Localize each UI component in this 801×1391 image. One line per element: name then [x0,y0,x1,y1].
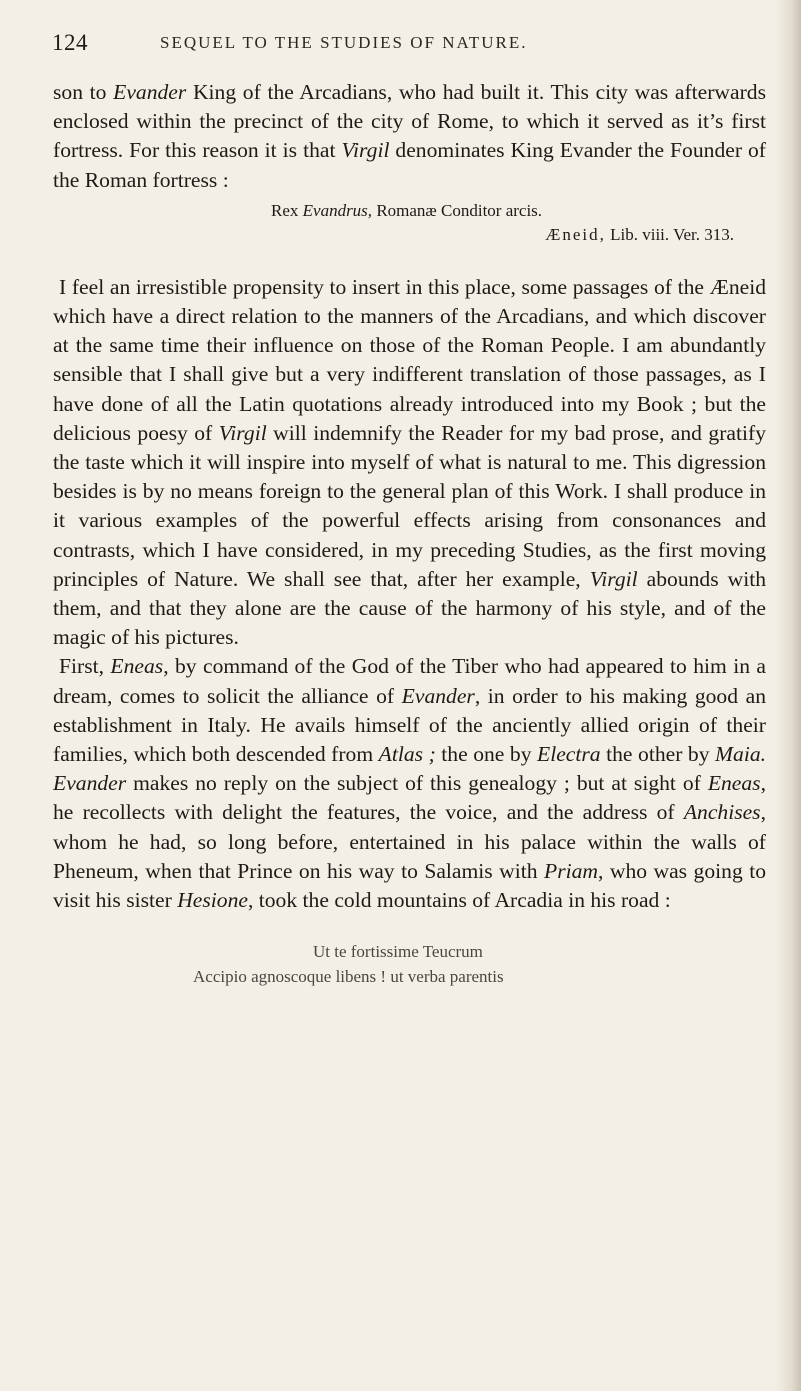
text-run: I feel an irresistible propensity to insert in this place, some passages of the Æneid which have a direct relation to the manners of the Arcadians, and which discover at the same time their influence on those of the Roman People. I am abundantly sensible that I shall give but a very indifferent translation of those passages, as I have done of all the Latin quotations already introduced into my Book ; but the delicious poesy of [53,274,766,445]
italic-run: Priam [544,858,598,883]
italic-run: Atlas ; [378,742,436,767]
italic-run: Virgil [218,420,267,445]
italic-run: Virgil [341,138,390,163]
latin-quote [53,198,766,223]
text-run: , whom he had, so long before, entertained in his palace within the walls of Pheneum, when that Prince on his way to Salamis with [53,800,766,883]
italic-run: Maia. [715,742,767,767]
text-run: makes no reply on the subject of this genealogy ; but at sight of [126,771,708,796]
italic-run: Eneas [110,654,164,679]
page-edge-shadow [775,0,801,1391]
text-run: denominates King Evander the Founder of the Roman fortress : [53,138,766,192]
italic-run: Eneas [707,771,761,796]
italic-run: Electra [537,742,601,767]
paragraph-2 [53,273,766,653]
paragraph-3 [53,652,766,915]
quote-italic: Evandrus, [302,200,373,220]
text-run: , by command of the God of the Tiber who had appeared to him in a dream, comes to solicit the alliance of [53,654,766,708]
italic-run: Evander [113,80,187,104]
text-run: , took the cold mountains of Arcadia in his road : [247,888,671,913]
text-run: the one by [435,742,538,767]
text-run: abounds with them, and that they alone are the cause of the harmony of his style, and of the magic of his pictures. [53,566,766,650]
body-text [53,78,766,989]
citation-reference: Lib. viii. Ver. 313. [605,224,734,244]
verse-line-1: Ut te fortissime Teucrum [313,942,483,962]
italic-run: Hesione [177,888,248,913]
citation-work: Æneid, [545,224,606,244]
quote-suffix: Romanæ Conditor arcis. [372,200,543,220]
italic-run: Evander [53,771,127,796]
italic-run: Anchises [683,800,761,825]
text-run: King of the Arcadians, who had built it. This city was afterwards enclosed within the precinct of the city of Rome, to which it served as it’s first fortress. For this reason it is that [53,80,766,163]
text-run: , who was going to visit his sister [53,858,766,913]
paragraph-1 [53,78,766,195]
text-run: the other by [600,742,716,767]
page-number: 124 [52,30,88,55]
running-title: SEQUEL TO THE STUDIES OF NATURE. [160,33,528,52]
italic-run: Evander [401,683,475,708]
text-run: son to [53,80,114,104]
text-run: will indemnify the Reader for my bad prose, and gratify the taste which it will inspire into myself of what is natural to me. This digression besides is by no means foreign to the general plan of this Work. I shall produce in it various examples of the powerful effects arising from consonances and contrasts, which I have considered, in my preceding Studies, as the first moving principles of Nature. We shall see that, after her example, [53,420,766,591]
italic-run: Virgil [589,566,638,591]
text-run: First, [59,654,111,679]
latin-verse [53,939,766,989]
quote-citation [53,223,766,247]
quote-prefix: Rex [271,200,303,220]
running-head [52,30,712,60]
verse-line-2: Accipio agnoscoque libens ! ut verba parentis [193,967,504,987]
text-run: , in order to his making good an establishment in Italy. He avails himself of the anciently allied origin of their families, which both descended from [53,683,766,767]
text-run: , he recollects with delight the features, the voice, and the address of [53,771,766,825]
